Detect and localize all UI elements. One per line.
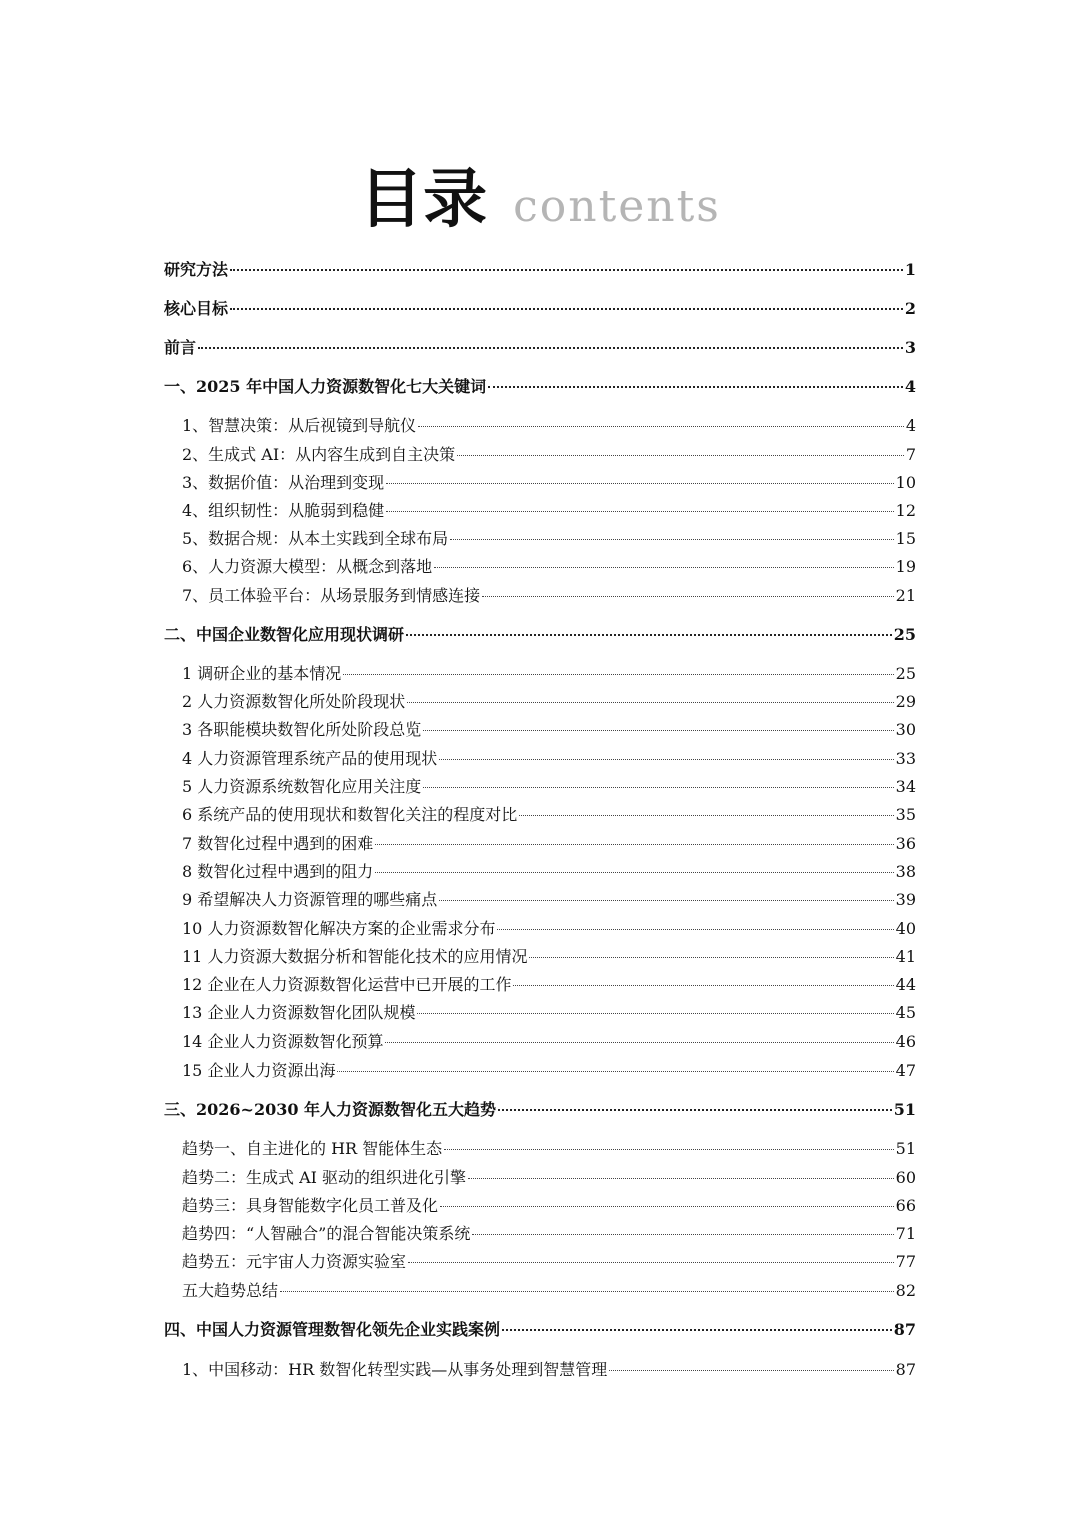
toc-entry-page-number: 60	[895, 1168, 916, 1187]
toc-entry-title: 15 企业人力资源出海	[182, 1061, 336, 1080]
toc-leader-dots	[337, 1071, 893, 1072]
toc-entry-page-number: 38	[895, 862, 916, 881]
toc-entry[interactable]	[182, 1192, 916, 1220]
toc-entry-page-number: 30	[895, 720, 916, 739]
toc-leader-dots	[439, 759, 893, 760]
toc-entry-page-number: 4	[904, 377, 916, 396]
toc-entry-title: 2 人力资源数智化所处阶段现状	[182, 692, 406, 711]
toc-leader-dots	[375, 872, 893, 873]
toc-entry-page-number: 2	[904, 299, 916, 318]
toc-entry[interactable]	[164, 1316, 916, 1344]
toc-entry-title: 核心目标	[164, 299, 229, 318]
toc-leader-dots	[502, 1329, 892, 1331]
toc-entry-page-number: 19	[895, 557, 916, 576]
toc-entry-title: 11 人力资源大数据分析和智能化技术的应用情况	[182, 947, 528, 966]
toc-entry[interactable]	[182, 497, 916, 525]
toc-entry-title: 前言	[164, 338, 197, 357]
toc-entry-title: 四、中国人力资源管理数智化领先企业实践案例	[164, 1320, 501, 1339]
toc-entry-page-number: 46	[895, 1032, 916, 1051]
toc-entry-title: 6 系统产品的使用现状和数智化关注的程度对比	[182, 805, 518, 824]
toc-entry[interactable]	[182, 1057, 916, 1085]
toc-entry-page-number: 25	[893, 625, 916, 644]
toc-entry-title: 5 人力资源系统数智化应用关注度	[182, 777, 422, 796]
toc-leader-dots	[417, 1013, 893, 1014]
toc-entry-title: 4 人力资源管理系统产品的使用现状	[182, 749, 438, 768]
toc-leader-dots	[450, 539, 893, 540]
toc-leader-dots	[230, 269, 903, 271]
toc-entry[interactable]	[182, 1220, 916, 1248]
toc-entry-page-number: 4	[905, 416, 916, 435]
toc-leader-dots	[498, 1109, 892, 1111]
toc-entry[interactable]	[182, 1135, 916, 1163]
toc-entry-title: 研究方法	[164, 260, 229, 279]
toc-entry[interactable]	[182, 441, 916, 469]
toc-leader-dots	[423, 787, 893, 788]
toc-entry[interactable]	[182, 1164, 916, 1192]
toc-entry[interactable]	[182, 999, 916, 1027]
toc-entry-page-number: 7	[905, 445, 916, 464]
toc-entry-title: 一、2025 年中国人力资源数智化七大关键词	[164, 377, 487, 396]
toc-leader-dots	[529, 957, 893, 958]
toc-entry-page-number: 71	[895, 1224, 916, 1243]
toc-entry-title: 13 企业人力资源数智化团队规模	[182, 1003, 416, 1022]
toc-leader-dots	[519, 815, 893, 816]
toc-entry-page-number: 35	[895, 805, 916, 824]
toc-leader-dots	[198, 347, 903, 349]
toc-entry[interactable]	[182, 660, 916, 688]
toc-leader-dots	[423, 730, 893, 731]
toc-leader-dots	[434, 567, 893, 568]
toc-leader-dots	[513, 985, 893, 986]
toc-entry[interactable]	[182, 412, 916, 440]
toc-leader-dots	[440, 1206, 894, 1207]
toc-leader-dots	[609, 1370, 893, 1371]
toc-entry-page-number: 21	[895, 586, 916, 605]
toc-entry-page-number: 40	[895, 919, 916, 938]
toc-entry-title: 14 企业人力资源数智化预算	[182, 1032, 384, 1051]
toc-entry-page-number: 77	[895, 1252, 916, 1271]
toc-entry-title: 三、2026~2030 年人力资源数智化五大趋势	[164, 1100, 497, 1119]
toc-entry-page-number: 15	[895, 529, 916, 548]
toc-entry-title: 9 希望解决人力资源管理的哪些痛点	[182, 890, 438, 909]
toc-entry-page-number: 33	[895, 749, 916, 768]
title-chinese: 目录	[359, 163, 488, 237]
toc-entry-page-number: 82	[895, 1281, 916, 1300]
toc-entry[interactable]	[182, 688, 916, 716]
toc-entry-title: 趋势一、自主进化的 HR 智能体生态	[182, 1139, 443, 1158]
toc-entry-page-number: 36	[895, 834, 916, 853]
toc-entry-title: 趋势四：“人智融合”的混合智能决策系统	[182, 1224, 471, 1243]
toc-entry-title: 3 各职能模块数智化所处阶段总览	[182, 720, 422, 739]
toc-leader-dots	[375, 844, 893, 845]
toc-entry-page-number: 3	[904, 338, 916, 357]
toc-leader-dots	[407, 702, 893, 703]
toc-entry[interactable]	[164, 1096, 916, 1124]
toc-entry[interactable]	[182, 525, 916, 553]
toc-leader-dots	[472, 1234, 893, 1235]
toc-entry[interactable]	[164, 256, 916, 284]
toc-leader-dots	[408, 1262, 894, 1263]
toc-entry[interactable]	[182, 915, 916, 943]
toc-leader-dots	[418, 426, 904, 427]
toc-entry-title: 4、组织韧性：从脆弱到稳健	[182, 501, 385, 520]
toc-entry-title: 6、人力资源大模型：从概念到落地	[182, 557, 433, 576]
toc-entry-page-number: 45	[895, 1003, 916, 1022]
toc-leader-dots	[497, 929, 893, 930]
toc-entry-page-number: 51	[893, 1100, 916, 1119]
toc-entry-title: 五大趋势总结	[182, 1281, 279, 1300]
toc-entry-page-number: 12	[895, 501, 916, 520]
title-english: contents	[513, 181, 721, 232]
page-title	[0, 148, 1080, 240]
toc-leader-dots	[439, 900, 893, 901]
toc-entry-page-number: 10	[895, 473, 916, 492]
toc-entry-page-number: 41	[895, 947, 916, 966]
toc-entry-page-number: 25	[895, 664, 916, 683]
toc-leader-dots	[280, 1291, 894, 1292]
toc-entry-title: 趋势五：元宇宙人力资源实验室	[182, 1252, 407, 1271]
toc-entry-title: 10 人力资源数智化解决方案的企业需求分布	[182, 919, 496, 938]
toc-entry-page-number: 44	[895, 975, 916, 994]
toc-entry-title: 2、生成式 AI：从内容生成到自主决策	[182, 445, 456, 464]
toc-entry-title: 5、数据合规：从本土实践到全球布局	[182, 529, 449, 548]
toc-entry-page-number: 34	[895, 777, 916, 796]
toc-entry[interactable]	[182, 971, 916, 999]
toc-leader-dots	[385, 1042, 893, 1043]
toc-entry-title: 二、中国企业数智化应用现状调研	[164, 625, 405, 644]
toc-entry[interactable]	[182, 469, 916, 497]
toc-entry-title: 趋势三：具身智能数字化员工普及化	[182, 1196, 439, 1215]
toc-entry-page-number: 87	[895, 1360, 916, 1379]
toc-entry[interactable]	[164, 295, 916, 323]
toc-entry[interactable]	[182, 943, 916, 971]
toc-entry-page-number: 1	[904, 260, 916, 279]
toc-entry[interactable]	[182, 1277, 916, 1305]
toc-leader-dots	[386, 511, 893, 512]
toc-entry-page-number: 39	[895, 890, 916, 909]
toc-entry[interactable]	[182, 801, 916, 829]
toc-entry[interactable]	[164, 621, 916, 649]
toc-leader-dots	[230, 308, 903, 310]
toc-entry[interactable]	[182, 773, 916, 801]
toc-entry-title: 7 数智化过程中遇到的困难	[182, 834, 374, 853]
toc-entry[interactable]	[182, 830, 916, 858]
toc-leader-dots	[406, 634, 892, 636]
toc-leader-dots	[468, 1178, 894, 1179]
toc-leader-dots	[343, 674, 893, 675]
toc-entry[interactable]	[182, 553, 916, 581]
toc-entry[interactable]	[182, 1248, 916, 1276]
toc-entry[interactable]	[182, 716, 916, 744]
toc-entry-title: 1、中国移动：HR 数智化转型实践—从事务处理到智慧管理	[182, 1360, 608, 1379]
toc-entry[interactable]	[164, 334, 916, 362]
toc-leader-dots	[386, 483, 893, 484]
toc-entry-page-number: 47	[895, 1061, 916, 1080]
toc-entry[interactable]	[182, 1356, 916, 1384]
toc-leader-dots	[482, 596, 893, 597]
toc-entry-page-number: 51	[895, 1139, 916, 1158]
toc-leader-dots	[444, 1149, 893, 1150]
toc-entry[interactable]	[182, 745, 916, 773]
toc-entry[interactable]	[182, 858, 916, 886]
toc-entry[interactable]	[182, 582, 916, 610]
toc-entry-page-number: 66	[895, 1196, 916, 1215]
toc-entry-title: 7、员工体验平台：从场景服务到情感连接	[182, 586, 481, 605]
toc-leader-dots	[488, 386, 903, 388]
toc-entry-title: 12 企业在人力资源数智化运营中已开展的工作	[182, 975, 512, 994]
toc-entry-title: 8 数智化过程中遇到的阻力	[182, 862, 374, 881]
toc-entry-title: 趋势二：生成式 AI 驱动的组织进化引擎	[182, 1168, 467, 1187]
toc-leader-dots	[457, 455, 904, 456]
toc-entry[interactable]	[164, 373, 916, 401]
toc-entry-page-number: 29	[895, 692, 916, 711]
toc-entry[interactable]	[182, 886, 916, 914]
toc-entry-title: 3、数据价值：从治理到变现	[182, 473, 385, 492]
toc-entry-page-number: 87	[893, 1320, 916, 1339]
toc-entry-title: 1、智慧决策：从后视镜到导航仪	[182, 416, 417, 435]
toc-entry[interactable]	[182, 1028, 916, 1056]
toc-entry-title: 1 调研企业的基本情况	[182, 664, 342, 683]
